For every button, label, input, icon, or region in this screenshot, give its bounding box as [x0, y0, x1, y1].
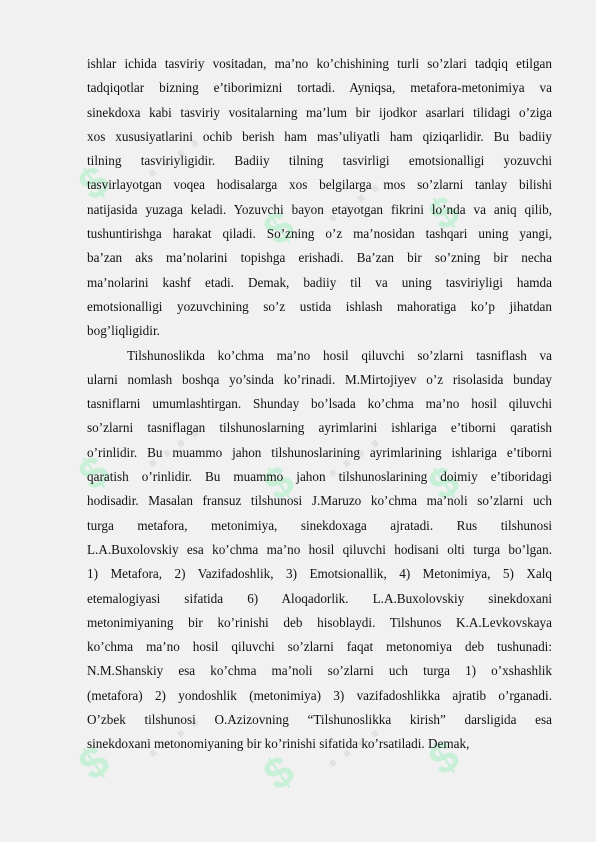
text-line: 1) Metafora, 2) Vazifadoshlik, 3) Emotsionallik, 4) Metonimiya, 5) Xalq [87, 566, 552, 582]
text-line: ba’zan aks ma’nolarini topishga erishadi. Ba’zan bir so’zning bir necha [87, 250, 552, 266]
text-line: hodisadir. Masalan fransuz tilshunosi J.Maruzo ko’chma ma’noli so’zlarni uch [87, 493, 552, 509]
watermark-logo: .... [310, 410, 392, 487]
text-line: tushuntirishga harakat qiladi. So’zning o’z ma’nosidan tashqari uning yangi, [87, 226, 552, 242]
body-text [87, 52, 552, 757]
text-line: tadqiqotlar bizning e’tiborimizni tortadi. Ayniqsa, metafora-metonimiya va [87, 80, 552, 96]
text-line: Tilshunoslikda ko’chma ma’no hosil qiluvchi so’zlarni tasniflash va [127, 347, 552, 363]
text-line: emotsionalligi yozuvchining so’z ustida ishlash mahoratiga ko’p jihatdan [87, 298, 552, 314]
text-line: xos xususiyatlarini ochib berish ham mas’uliyatli ham qiziqarlidir. Bu badiiy [87, 128, 552, 144]
paragraph [87, 52, 552, 344]
text-line: (metafora) 2) yondoshlik (metonimiya) 3) vazifadoshlikka ajratib o’rganadi. [87, 687, 552, 703]
text-line: metonimiyaning bir ko’rinishi deb hisoblaydi. Tilshunos K.A.Levkovskaya [87, 614, 552, 630]
text-line: sinekdoxani metonomiyaning bir ko’rinishi sifatida ko’rsatiladi. Demak, [87, 736, 470, 752]
watermark-logo: .... [310, 155, 392, 232]
watermark-logo: $ [255, 200, 304, 256]
text-line: qaratish o’rinlidir. Bu muammo jahon tilshunoslarining doimiy e’tiboridagi [87, 469, 552, 485]
text-line: O’zbek tilshunosi O.Azizovning “Tilshunoslikka kirish” darsligida esa [87, 712, 552, 728]
text-line: tasniflarni umumlashtirgan. Shunday bo’lsada ko’chma ma’no hosil qiluvchi [87, 396, 552, 412]
watermark-logo: $ [70, 155, 119, 211]
text-line: turga metafora, metonimiya, sinekdoxaga ajratadi. Rus tilshunosi [87, 517, 552, 533]
text-line: N.M.Shanskiy esa ko’chma ma’noli so’zlarni uch turga 1) o’xshashlik [87, 663, 552, 679]
text-line: ularni nomlash boshqa yo’sinda ko’rinadi. M.Mirtojiyev o’z risolasida bunday [87, 371, 552, 387]
watermark-logo: $ [255, 455, 304, 511]
watermark-logo: $ [420, 185, 469, 241]
watermark-logo: $ [420, 455, 469, 511]
text-line: tasvirlayotgan voqea hodisalarga xos belgilarga mos so’zlarni tanlay bilishi [87, 177, 552, 193]
paragraph [87, 344, 552, 757]
text-line: so’zlarni tasniflagan tilshunoslarning ayrimlarini ishlariga e’tiborni qaratish [87, 420, 552, 436]
watermark-logo: .... [130, 110, 212, 187]
watermark-logo: $ [70, 445, 119, 501]
text-line: ko’chma ma’no hosil qiluvchi so’zlarni faqat metonomiya deb tushunadi: [87, 639, 552, 655]
text-line: ishlar ichida tasviriy vositadan, ma’no ko’chishining turli so’zlari tadqiq etilgan [87, 56, 552, 71]
text-line: ma’nolarini kashf etadi. Demak, badiiy til va uning tasviriyligi hamda [87, 274, 552, 290]
watermark-logo: .... [130, 690, 212, 767]
watermark-logo: $ [70, 735, 119, 791]
watermark-logo: $ [255, 745, 304, 801]
text-line: etemalogiyasi sifatida 6) Aloqadorlik. L.A.Buxolovskiy sinekdoxani [87, 590, 552, 606]
text-line: bog’liqligidir. [87, 323, 160, 339]
text-line: sinekdoxa kabi tasviriy vositalarning ma’lum bir ijodkor asarlari tilidagi o’ziga [87, 104, 552, 120]
text-line: o’rinlidir. Bu muammo jahon tilshunoslarining ayrimlarining ishlariga e’tiborni [87, 444, 552, 460]
watermark-logo: $ [420, 730, 469, 786]
text-line: L.A.Buxolovskiy esa ko’chma ma’no hosil qiluvchi hodisani olti turga bo’lgan. [87, 541, 552, 557]
watermark-logo: .... [310, 700, 392, 777]
text-line: natijasida yuzaga keladi. Yozuvchi bayon etayotgan fikrini lo’nda va aniq qilib, [87, 201, 552, 217]
text-line: tilning tasviriyligidir. Badiiy tilning tasvirligi emotsionalligi yozuvchi [87, 153, 552, 169]
watermark-logo: .... [130, 400, 212, 477]
